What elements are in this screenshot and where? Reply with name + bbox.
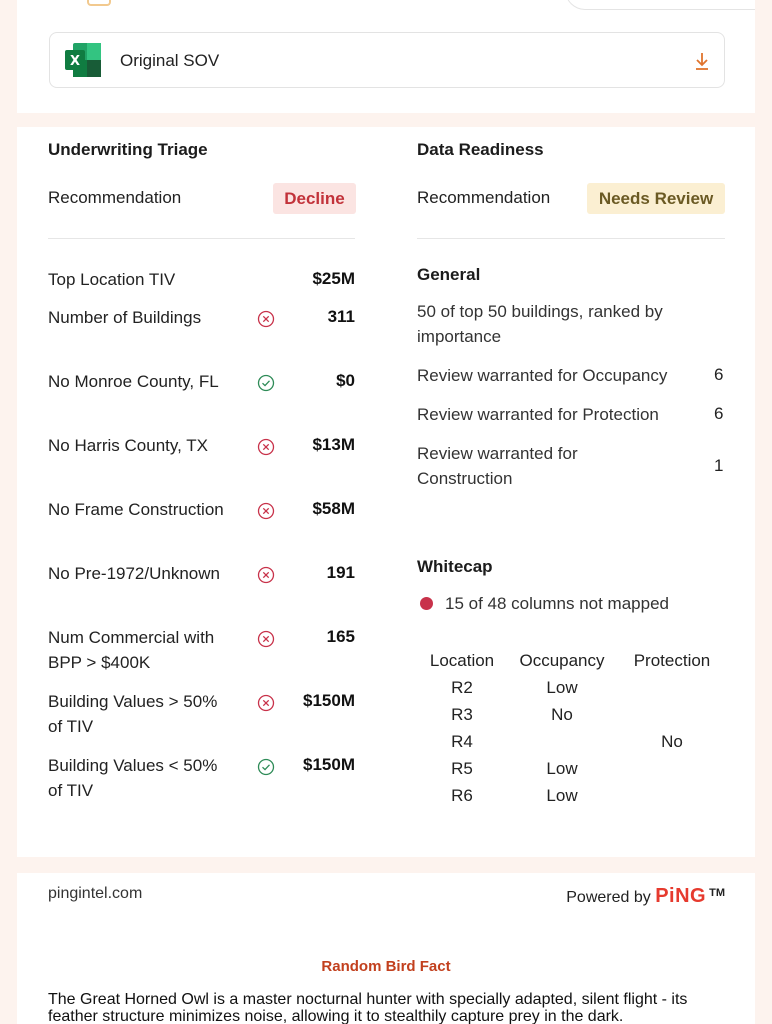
- review-construction-count: 1: [714, 456, 724, 475]
- dr-recommendation-label: Recommendation: [417, 188, 551, 207]
- uw-row-label: Building Values > 50% of TIV: [48, 692, 218, 736]
- popover-edge: [565, 0, 755, 10]
- general-summary: 50 of top 50 buildings, ranked by importance: [417, 302, 663, 346]
- review-occupancy-label: Review warranted for Occupancy: [417, 366, 668, 385]
- table-header-occupancy: Occupancy: [519, 651, 605, 670]
- uw-row-label: Number of Buildings: [48, 308, 202, 327]
- uw-row-value: 165: [326, 627, 355, 646]
- x-circle-icon: [257, 438, 275, 456]
- table-cell-location: R4: [451, 732, 473, 751]
- uw-row-label: No Harris County, TX: [48, 436, 208, 455]
- table-cell-protection: No: [661, 732, 683, 751]
- readiness-title: Data Readiness: [417, 140, 544, 159]
- dr-divider: [417, 238, 725, 239]
- table-cell-location: R2: [451, 678, 473, 697]
- ping-logo: PiNG: [655, 885, 707, 907]
- underwriting-title: Underwriting Triage: [48, 140, 208, 159]
- uw-row-value: $58M: [312, 499, 355, 518]
- decline-badge: Decline: [273, 183, 356, 214]
- uw-row-label: No Frame Construction: [48, 500, 224, 519]
- uw-recommendation-label: Recommendation: [48, 188, 182, 207]
- powered-by: [566, 885, 725, 908]
- uw-row-value: $0: [336, 371, 355, 390]
- table-header-protection: Protection: [633, 651, 711, 670]
- excel-icon: [65, 43, 101, 77]
- table-cell-location: R6: [451, 786, 473, 805]
- table-cell-occupancy: Low: [546, 786, 578, 805]
- x-circle-icon: [257, 566, 275, 584]
- table-cell-occupancy: Low: [546, 759, 578, 778]
- status-dot: [420, 597, 433, 610]
- fact-text: The Great Horned Owl is a master nocturnal hunter with specially adapted, silent flight - its feather structure minimizes noise, allowing it to stealthily capture prey in the dark.: [48, 991, 688, 1024]
- excel-icon-letter: X: [69, 54, 81, 69]
- uw-row-label: Building Values < 50% of TIV: [48, 756, 218, 800]
- x-circle-icon: [257, 310, 275, 328]
- x-circle-icon: [257, 694, 275, 712]
- trademark: TM: [709, 886, 725, 899]
- download-icon[interactable]: [694, 51, 710, 71]
- uw-row-value: $25M: [312, 269, 355, 288]
- table-cell-location: R3: [451, 705, 473, 724]
- whitecap-title: Whitecap: [417, 557, 493, 576]
- uw-row-value: $150M: [303, 691, 355, 710]
- general-title: General: [417, 265, 481, 284]
- sov-label: Original SOV: [120, 51, 220, 70]
- powered-by-text: Powered by: [566, 889, 651, 906]
- triage-card: [17, 127, 755, 857]
- review-occupancy-count: 6: [714, 365, 724, 384]
- x-circle-icon: [257, 502, 275, 520]
- table-cell-occupancy: No: [551, 705, 573, 724]
- table-header-location: Location: [429, 651, 495, 670]
- check-circle-icon: [257, 758, 275, 776]
- table-cell-location: R5: [451, 759, 473, 778]
- table-cell-occupancy: Low: [546, 678, 578, 697]
- partial-icon: [87, 0, 111, 6]
- fact-title: Random Bird Fact: [321, 958, 451, 975]
- uw-row-value: 191: [326, 563, 355, 582]
- sov-card: [17, 0, 755, 113]
- review-protection-label: Review warranted for Protection: [417, 405, 659, 424]
- original-sov-file[interactable]: [49, 32, 725, 88]
- pingintel-link[interactable]: pingintel.com: [48, 885, 143, 902]
- review-protection-count: 6: [714, 404, 724, 423]
- uw-row-label: Top Location TIV: [48, 270, 176, 289]
- uw-row-label: No Pre-1972/Unknown: [48, 564, 220, 583]
- needs-review-badge: Needs Review: [587, 183, 725, 214]
- uw-row-label: Num Commercial with BPP > $400K: [48, 628, 215, 672]
- uw-divider: [48, 238, 355, 239]
- x-circle-icon: [257, 630, 275, 648]
- footer: [17, 873, 755, 1024]
- review-construction-label: Review warranted for Construction: [417, 444, 578, 488]
- uw-row-value: $13M: [312, 435, 355, 454]
- check-circle-icon: [257, 374, 275, 392]
- whitecap-summary: 15 of 48 columns not mapped: [445, 594, 669, 613]
- uw-row-value: 311: [327, 307, 355, 326]
- uw-row-label: No Monroe County, FL: [48, 372, 219, 391]
- uw-row-value: $150M: [303, 755, 355, 774]
